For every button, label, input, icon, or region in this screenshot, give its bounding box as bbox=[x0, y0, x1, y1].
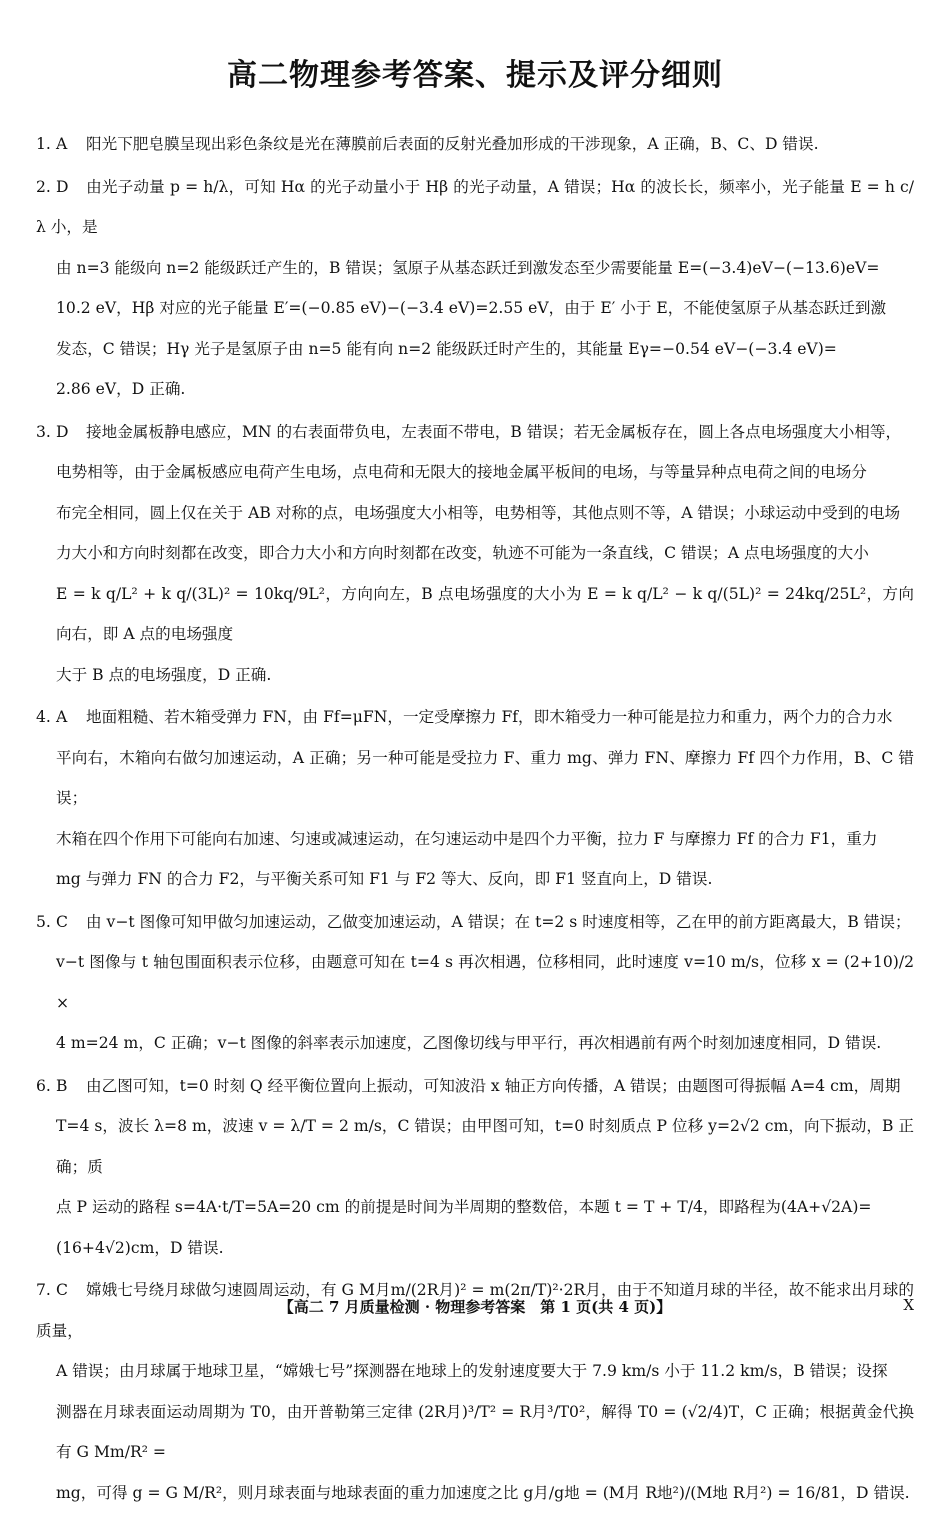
explanation-text: 电势相等，由于金属板感应电荷产生电场，点电荷和无限大的接地金属平板间的电场，与等量异种点电荷之间的电场分 bbox=[56, 463, 867, 481]
explanation-text: 测器在月球表面运动周期为 T0，由开普勒第三定律 (2R月)³/T² = R月³/T0²，解得 T0 = (√2/4)T，C 正确；根据黄金代换有 G Mm/R² = bbox=[56, 1403, 914, 1462]
question-line bbox=[36, 1066, 914, 1107]
question-item bbox=[36, 697, 914, 900]
explanation-text: 接地金属板静电感应，MN 的右表面带负电，左表面不带电，B 错误；若无金属板存在，圆上各点电场强度大小相等， bbox=[86, 423, 901, 441]
question-line bbox=[36, 288, 914, 329]
question-line bbox=[36, 248, 914, 289]
question-line bbox=[36, 369, 914, 410]
question-line bbox=[36, 124, 914, 165]
explanation-text: T=4 s，波长 λ=8 m，波速 v = λ/T = 2 m/s，C 错误；由甲图可知，t=0 时刻质点 P 位移 y=2√2 cm，向下振动，B 正确；质 bbox=[56, 1117, 914, 1176]
question-line bbox=[36, 655, 914, 696]
explanation-text: 4 m=24 m，C 正确；v−t 图像的斜率表示加速度，乙图像切线与甲平行，再次相遇前有两个时刻加速度相同，D 错误. bbox=[56, 1034, 881, 1052]
explanation-text: 大于 B 点的电场强度，D 正确. bbox=[56, 666, 271, 684]
question-item bbox=[36, 124, 914, 165]
explanation-text: 由光子动量 p = h/λ，可知 Hα 的光子动量小于 Hβ 的光子动量，A 错误；Hα 的波长长，频率小，光子能量 E = h c/λ 小，是 bbox=[36, 178, 914, 237]
answer-letter: D bbox=[56, 412, 86, 453]
explanation-text: 力大小和方向时刻都在改变，即合力大小和方向时刻都在改变，轨迹不可能为一条直线，C 错误；A 点电场强度的大小 bbox=[56, 544, 869, 562]
explanation-text: 嫦娥七号绕月球做匀速圆周运动，有 G M月m/(2R月)² = m(2π/T)²·2R月，由于不知道月球的半径，故不能求出月球的质量， bbox=[36, 1281, 914, 1340]
question-line bbox=[36, 1392, 914, 1473]
question-line bbox=[36, 942, 914, 1023]
explanation-text: 由乙图可知，t=0 时刻 Q 经平衡位置向上振动，可知波沿 x 轴正方向传播，A 错误；由题图可得振幅 A=4 cm，周期 bbox=[86, 1077, 900, 1095]
question-line bbox=[36, 329, 914, 370]
question-line bbox=[36, 1187, 914, 1228]
answer-letter: A bbox=[56, 697, 86, 738]
question-line bbox=[36, 902, 914, 943]
answer-letter: D bbox=[56, 167, 86, 208]
question-line bbox=[36, 167, 914, 248]
explanation-text: 由 v−t 图像可知甲做匀加速运动，乙做变加速运动，A 错误；在 t=2 s 时速度相等，乙在甲的前方距离最大，B 错误； bbox=[86, 913, 911, 931]
question-item bbox=[36, 902, 914, 1064]
question-line bbox=[36, 1228, 914, 1269]
explanation-text: 阳光下肥皂膜呈现出彩色条纹是光在薄膜前后表面的反射光叠加形成的干涉现象，A 正确，B、C、D 错误. bbox=[86, 135, 819, 153]
explanation-text: 地面粗糙、若木箱受弹力 FN，由 Ff=μFN，一定受摩擦力 Ff，即木箱受力一种可能是拉力和重力，两个力的合力水 bbox=[86, 708, 892, 726]
explanation-text: 由 n=3 能级向 n=2 能级跃迁产生的，B 错误；氢原子从基态跃迁到激发态至少需要能量 E=(−3.4)eV−(−13.6)eV= bbox=[56, 259, 879, 277]
question-line bbox=[36, 738, 914, 819]
explanation-text: 布完全相同，圆上仅在关于 AB 对称的点，电场强度大小相等，电势相等，其他点则不等，A 错误；小球运动中受到的电场 bbox=[56, 504, 900, 522]
explanation-text: 木箱在四个作用下可能向右加速、匀速或减速运动，在匀速运动中是四个力平衡，拉力 F 与摩擦力 Ff 的合力 F1，重力 bbox=[56, 830, 877, 848]
explanation-text: 发态，C 错误；Hγ 光子是氢原子由 n=5 能有向 n=2 能级跃迁时产生的，其能量 Eγ=−0.54 eV−(−3.4 eV)= bbox=[56, 340, 837, 358]
question-number: 3. bbox=[36, 412, 56, 453]
question-number: 7. bbox=[36, 1270, 56, 1311]
explanation-text: mg 与弹力 FN 的合力 F2，与平衡关系可知 F1 与 F2 等大、反向，即 F1 竖直向上，D 错误. bbox=[56, 870, 712, 888]
question-line bbox=[36, 1473, 914, 1513]
question-number: 6. bbox=[36, 1066, 56, 1107]
explanation-text: A 错误；由月球属于地球卫星，“嫦娥七号”探测器在地球上的发射速度要大于 7.9 km/s 小于 11.2 km/s，B 错误；设探 bbox=[56, 1362, 888, 1380]
page-footer: 【高二 7 月质量检测 · 物理参考答案 第 1 页(共 4 页)】 bbox=[0, 1296, 950, 1317]
question-item bbox=[36, 167, 914, 410]
explanation-text: v−t 图像与 t 轴包围面积表示位移，由题意可知在 t=4 s 再次相遇，位移相同，此时速度 v=10 m/s，位移 x = (2+10)/2 × bbox=[56, 953, 914, 1012]
answer-letter: B bbox=[56, 1066, 86, 1107]
explanation-text: 2.86 eV，D 正确. bbox=[56, 380, 185, 398]
question-number: 5. bbox=[36, 902, 56, 943]
explanation-text: (16+4√2)cm，D 错误. bbox=[56, 1239, 224, 1257]
answer-letter: A bbox=[56, 124, 86, 165]
question-item bbox=[36, 1066, 914, 1269]
explanation-text: 平向右，木箱向右做匀加速运动，A 正确；另一种可能是受拉力 F、重力 mg、弹力 FN、摩擦力 Ff 四个力作用，B、C 错误； bbox=[56, 749, 914, 808]
explanation-text: E = k q/L² + k q/(3L)² = 10kq/9L²，方向向左，B 点电场强度的大小为 E = k q/L² − k q/(5L)² = 24kq/25L²，方向向右，即 A 点的电场强度 bbox=[56, 585, 914, 644]
question-line bbox=[36, 493, 914, 534]
question-line bbox=[36, 1351, 914, 1392]
answer-letter: C bbox=[56, 1270, 86, 1311]
explanation-text: 点 P 运动的路程 s=4A·t/T=5A=20 cm 的前提是时间为半周期的整数倍，本题 t = T + T/4，即路程为(4A+√2A)= bbox=[56, 1198, 871, 1216]
explanation-text: mg，可得 g = G M/R²，则月球表面与地球表面的重力加速度之比 g月/g地 = (M月 R地²)/(M地 R月²) = 16/81，D 错误. bbox=[56, 1484, 910, 1502]
explanation-text: 10.2 eV，Hβ 对应的光子能量 E′=(−0.85 eV)−(−3.4 eV)=2.55 eV，由于 E′ 小于 E，不能使氢原子从基态跃迁到激 bbox=[56, 299, 886, 317]
question-line bbox=[36, 819, 914, 860]
page-title: 高二物理参考答案、提示及评分细则 bbox=[36, 50, 914, 94]
question-line bbox=[36, 452, 914, 493]
question-line bbox=[36, 412, 914, 453]
footer-mark: X bbox=[903, 1296, 914, 1314]
question-number: 2. bbox=[36, 167, 56, 208]
question-line bbox=[36, 574, 914, 655]
question-item bbox=[36, 412, 914, 696]
question-line bbox=[36, 533, 914, 574]
question-line bbox=[36, 859, 914, 900]
question-line bbox=[36, 1106, 914, 1187]
question-number: 1. bbox=[36, 124, 56, 165]
question-line bbox=[36, 697, 914, 738]
question-number: 4. bbox=[36, 697, 56, 738]
answer-letter: C bbox=[56, 902, 86, 943]
question-line bbox=[36, 1023, 914, 1064]
